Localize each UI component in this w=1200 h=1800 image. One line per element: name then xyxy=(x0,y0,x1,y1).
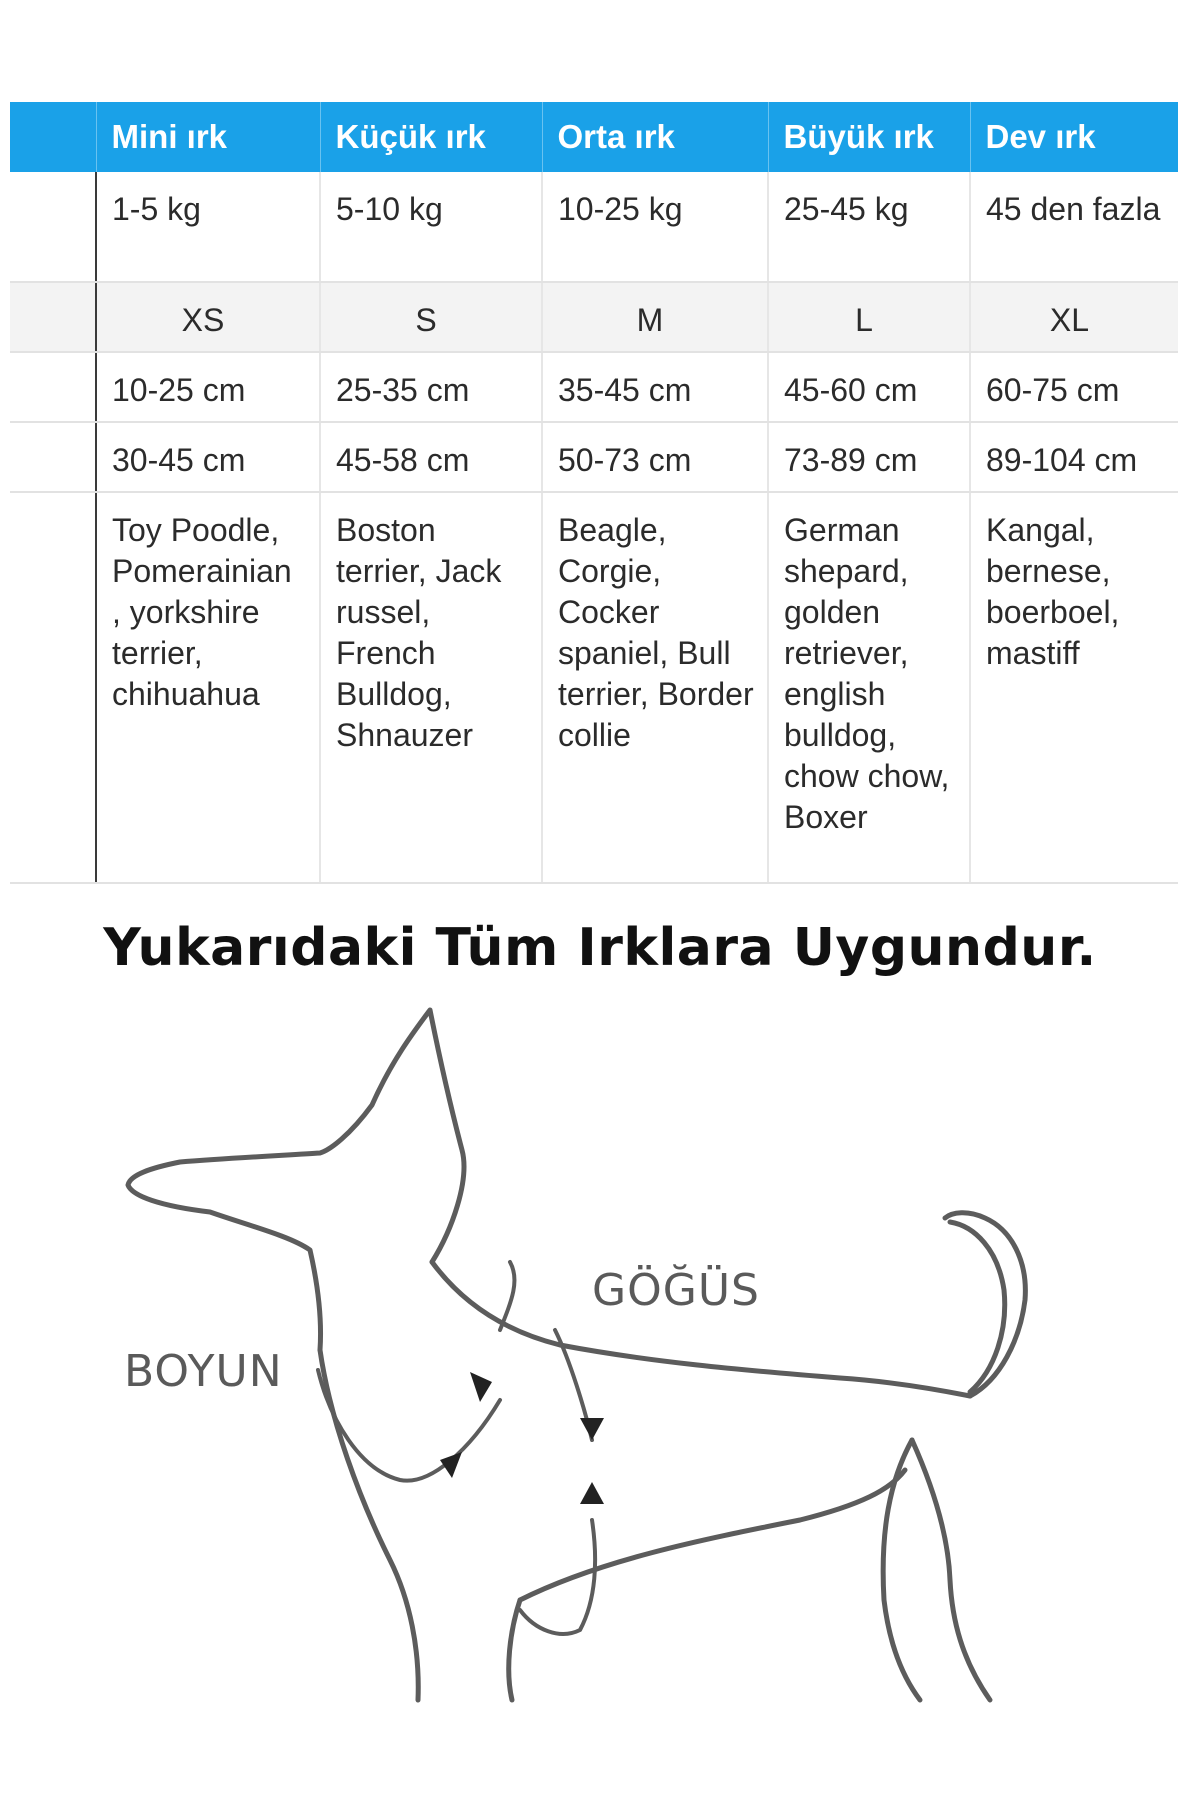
size-cell: L xyxy=(768,282,970,352)
neck-cell: 60-75 cm xyxy=(970,352,1178,422)
header-large: Büyük ırk xyxy=(768,102,970,172)
breeds-cell: Kangal, bernese, boerboel, mastiff xyxy=(970,492,1178,883)
breeds-row xyxy=(10,492,1178,883)
chest-label: GÖĞÜS xyxy=(592,1265,760,1316)
row-label-cell xyxy=(10,172,96,282)
header-medium: Orta ırk xyxy=(542,102,768,172)
chest-row xyxy=(10,422,1178,492)
size-row xyxy=(10,282,1178,352)
neck-cell: 35-45 cm xyxy=(542,352,768,422)
table-header-row xyxy=(10,102,1178,172)
size-cell: XS xyxy=(96,282,320,352)
weight-cell: 10-25 kg xyxy=(542,172,768,282)
neck-cell: 45-60 cm xyxy=(768,352,970,422)
row-label-cell xyxy=(10,422,96,492)
weight-cell: 45 den fazla xyxy=(970,172,1178,282)
size-cell: S xyxy=(320,282,542,352)
weight-cell: 1-5 kg xyxy=(96,172,320,282)
chest-cell: 89-104 cm xyxy=(970,422,1178,492)
neck-cell: 10-25 cm xyxy=(96,352,320,422)
breeds-cell: Toy Poodle, Pomerainian , yorkshire terrier, chihuahua xyxy=(96,492,320,883)
size-cell: M xyxy=(542,282,768,352)
neck-label: BOYUN xyxy=(124,1346,283,1397)
suitability-tagline: Yukarıdaki Tüm Irklara Uygundur. xyxy=(103,918,1097,978)
weight-cell: 25-45 kg xyxy=(768,172,970,282)
row-label-cell xyxy=(10,492,96,883)
neck-cell: 25-35 cm xyxy=(320,352,542,422)
weight-cell: 5-10 kg xyxy=(320,172,542,282)
header-cell-empty xyxy=(10,102,96,172)
neck-row xyxy=(10,352,1178,422)
chest-cell: 45-58 cm xyxy=(320,422,542,492)
breeds-cell: Boston terrier, Jack russel, French Bulldog, Shnauzer xyxy=(320,492,542,883)
breeds-cell: German shepard, golden retriever, english bulldog, chow chow, Boxer xyxy=(768,492,970,883)
header-small: Küçük ırk xyxy=(320,102,542,172)
breeds-cell: Beagle, Corgie, Cocker spaniel, Bull terrier, Border collie xyxy=(542,492,768,883)
chest-cell: 30-45 cm xyxy=(96,422,320,492)
row-label-cell xyxy=(10,352,96,422)
chest-cell: 50-73 cm xyxy=(542,422,768,492)
header-mini: Mini ırk xyxy=(96,102,320,172)
header-giant: Dev ırk xyxy=(970,102,1178,172)
size-cell: XL xyxy=(970,282,1178,352)
size-chart-table xyxy=(10,102,1178,884)
row-label-cell xyxy=(10,282,96,352)
chest-cell: 73-89 cm xyxy=(768,422,970,492)
weight-row xyxy=(10,172,1178,282)
